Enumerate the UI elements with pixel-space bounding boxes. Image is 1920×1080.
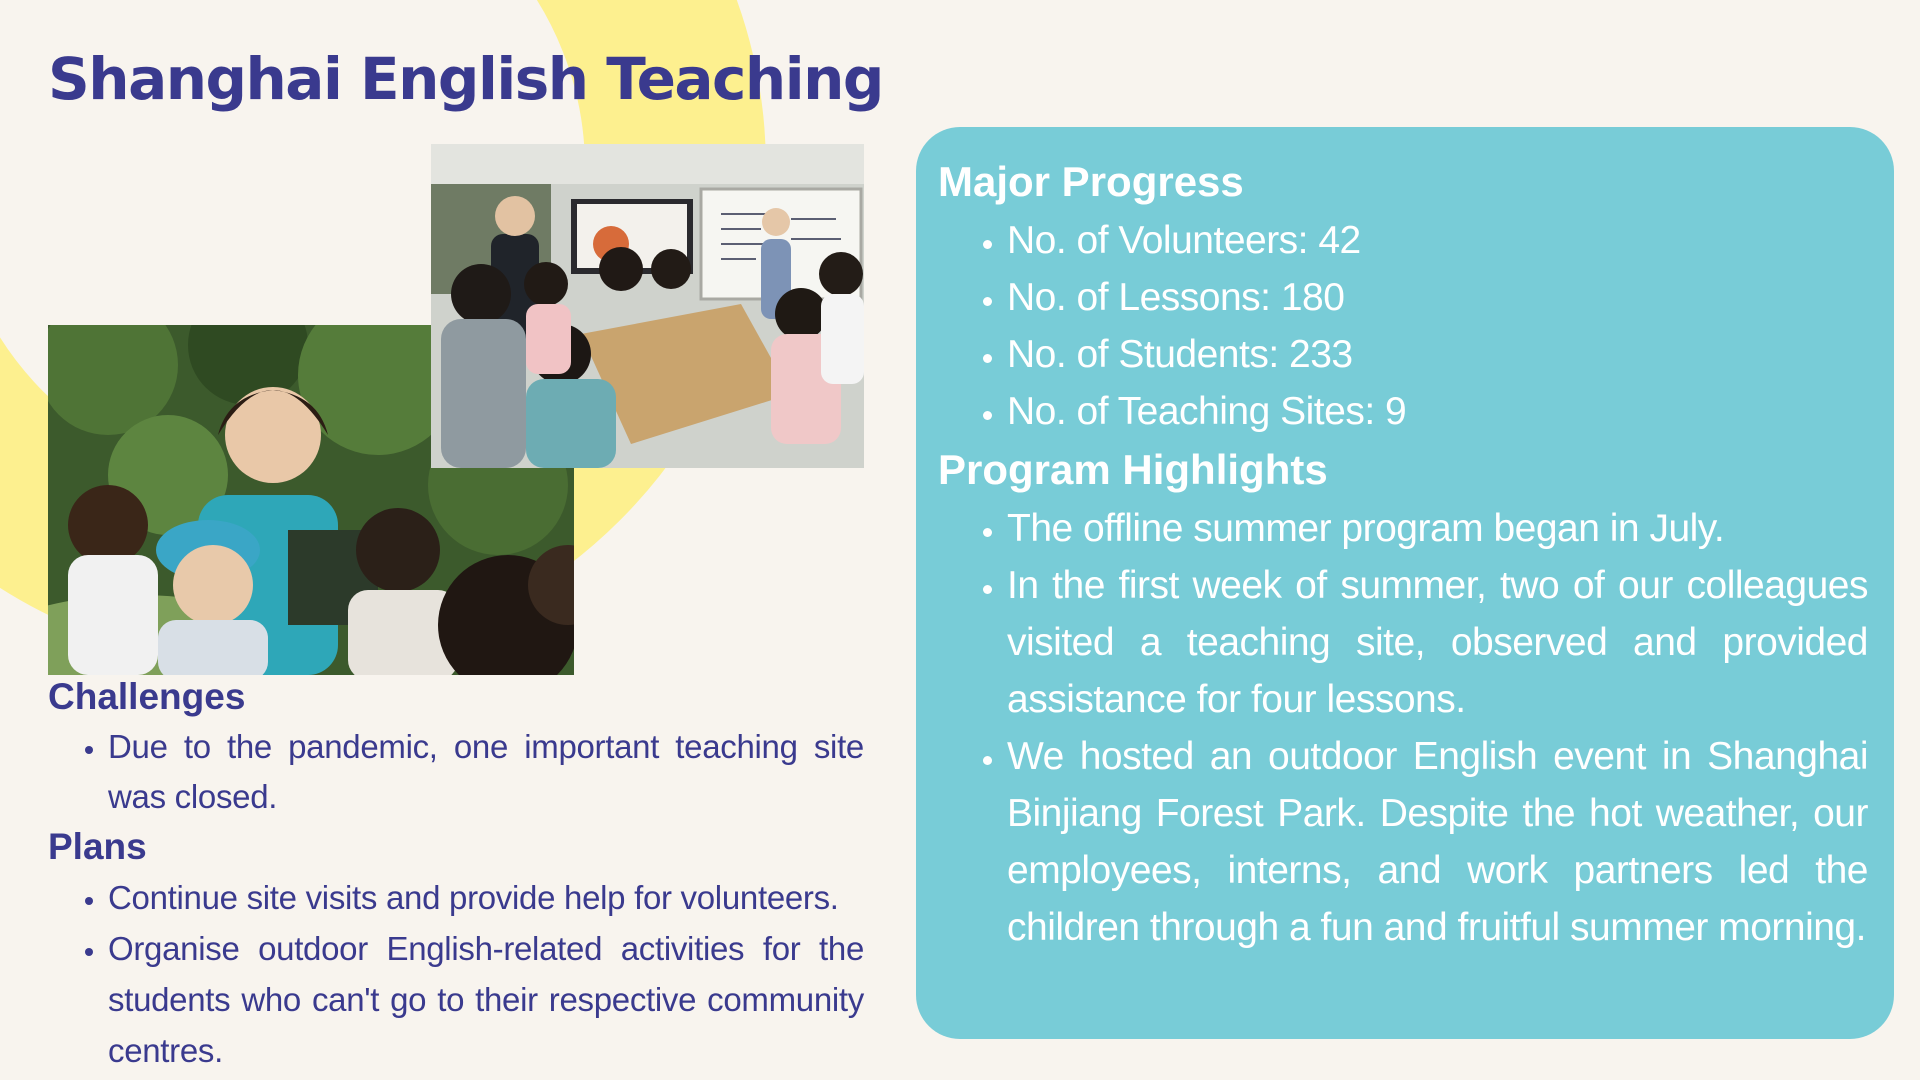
major-progress-heading: Major Progress (938, 158, 1244, 205)
plans-list (48, 872, 864, 1076)
program-highlights-heading: Program Highlights (938, 446, 1328, 493)
major-progress-list (938, 212, 1868, 440)
list-item: • No. of Volunteers: 42 (1007, 212, 1868, 269)
challenges-list (48, 722, 864, 822)
list-item: • We hosted an outdoor English event in Shanghai Binjiang Forest Park. Despite the hot weather, our employees, interns, and work partners led the children through a fun and fruitful summer morning. (1007, 728, 1868, 956)
list-item: • No. of Students: 233 (1007, 326, 1868, 383)
list-item: • In the first week of summer, two of our colleagues visited a teaching site, observed and provided assistance for four lessons. (1007, 557, 1868, 728)
page-title: Shanghai English Teaching (48, 45, 883, 113)
list-item: • Continue site visits and provide help for volunteers. (108, 872, 864, 923)
left-text-column (48, 672, 864, 1076)
classroom-photo (431, 144, 864, 468)
list-item: • The offline summer program began in July. (1007, 500, 1868, 557)
program-highlights-list (938, 500, 1868, 956)
info-panel (916, 127, 1894, 1039)
list-item: • No. of Teaching Sites: 9 (1007, 383, 1868, 440)
list-item: • Due to the pandemic, one important teaching site was closed. (108, 722, 864, 822)
list-item: • Organise outdoor English-related activities for the students who can't go to their respective community centres. (108, 923, 864, 1076)
list-item: • No. of Lessons: 180 (1007, 269, 1868, 326)
challenges-heading: Challenges (48, 676, 246, 717)
plans-heading: Plans (48, 826, 147, 867)
